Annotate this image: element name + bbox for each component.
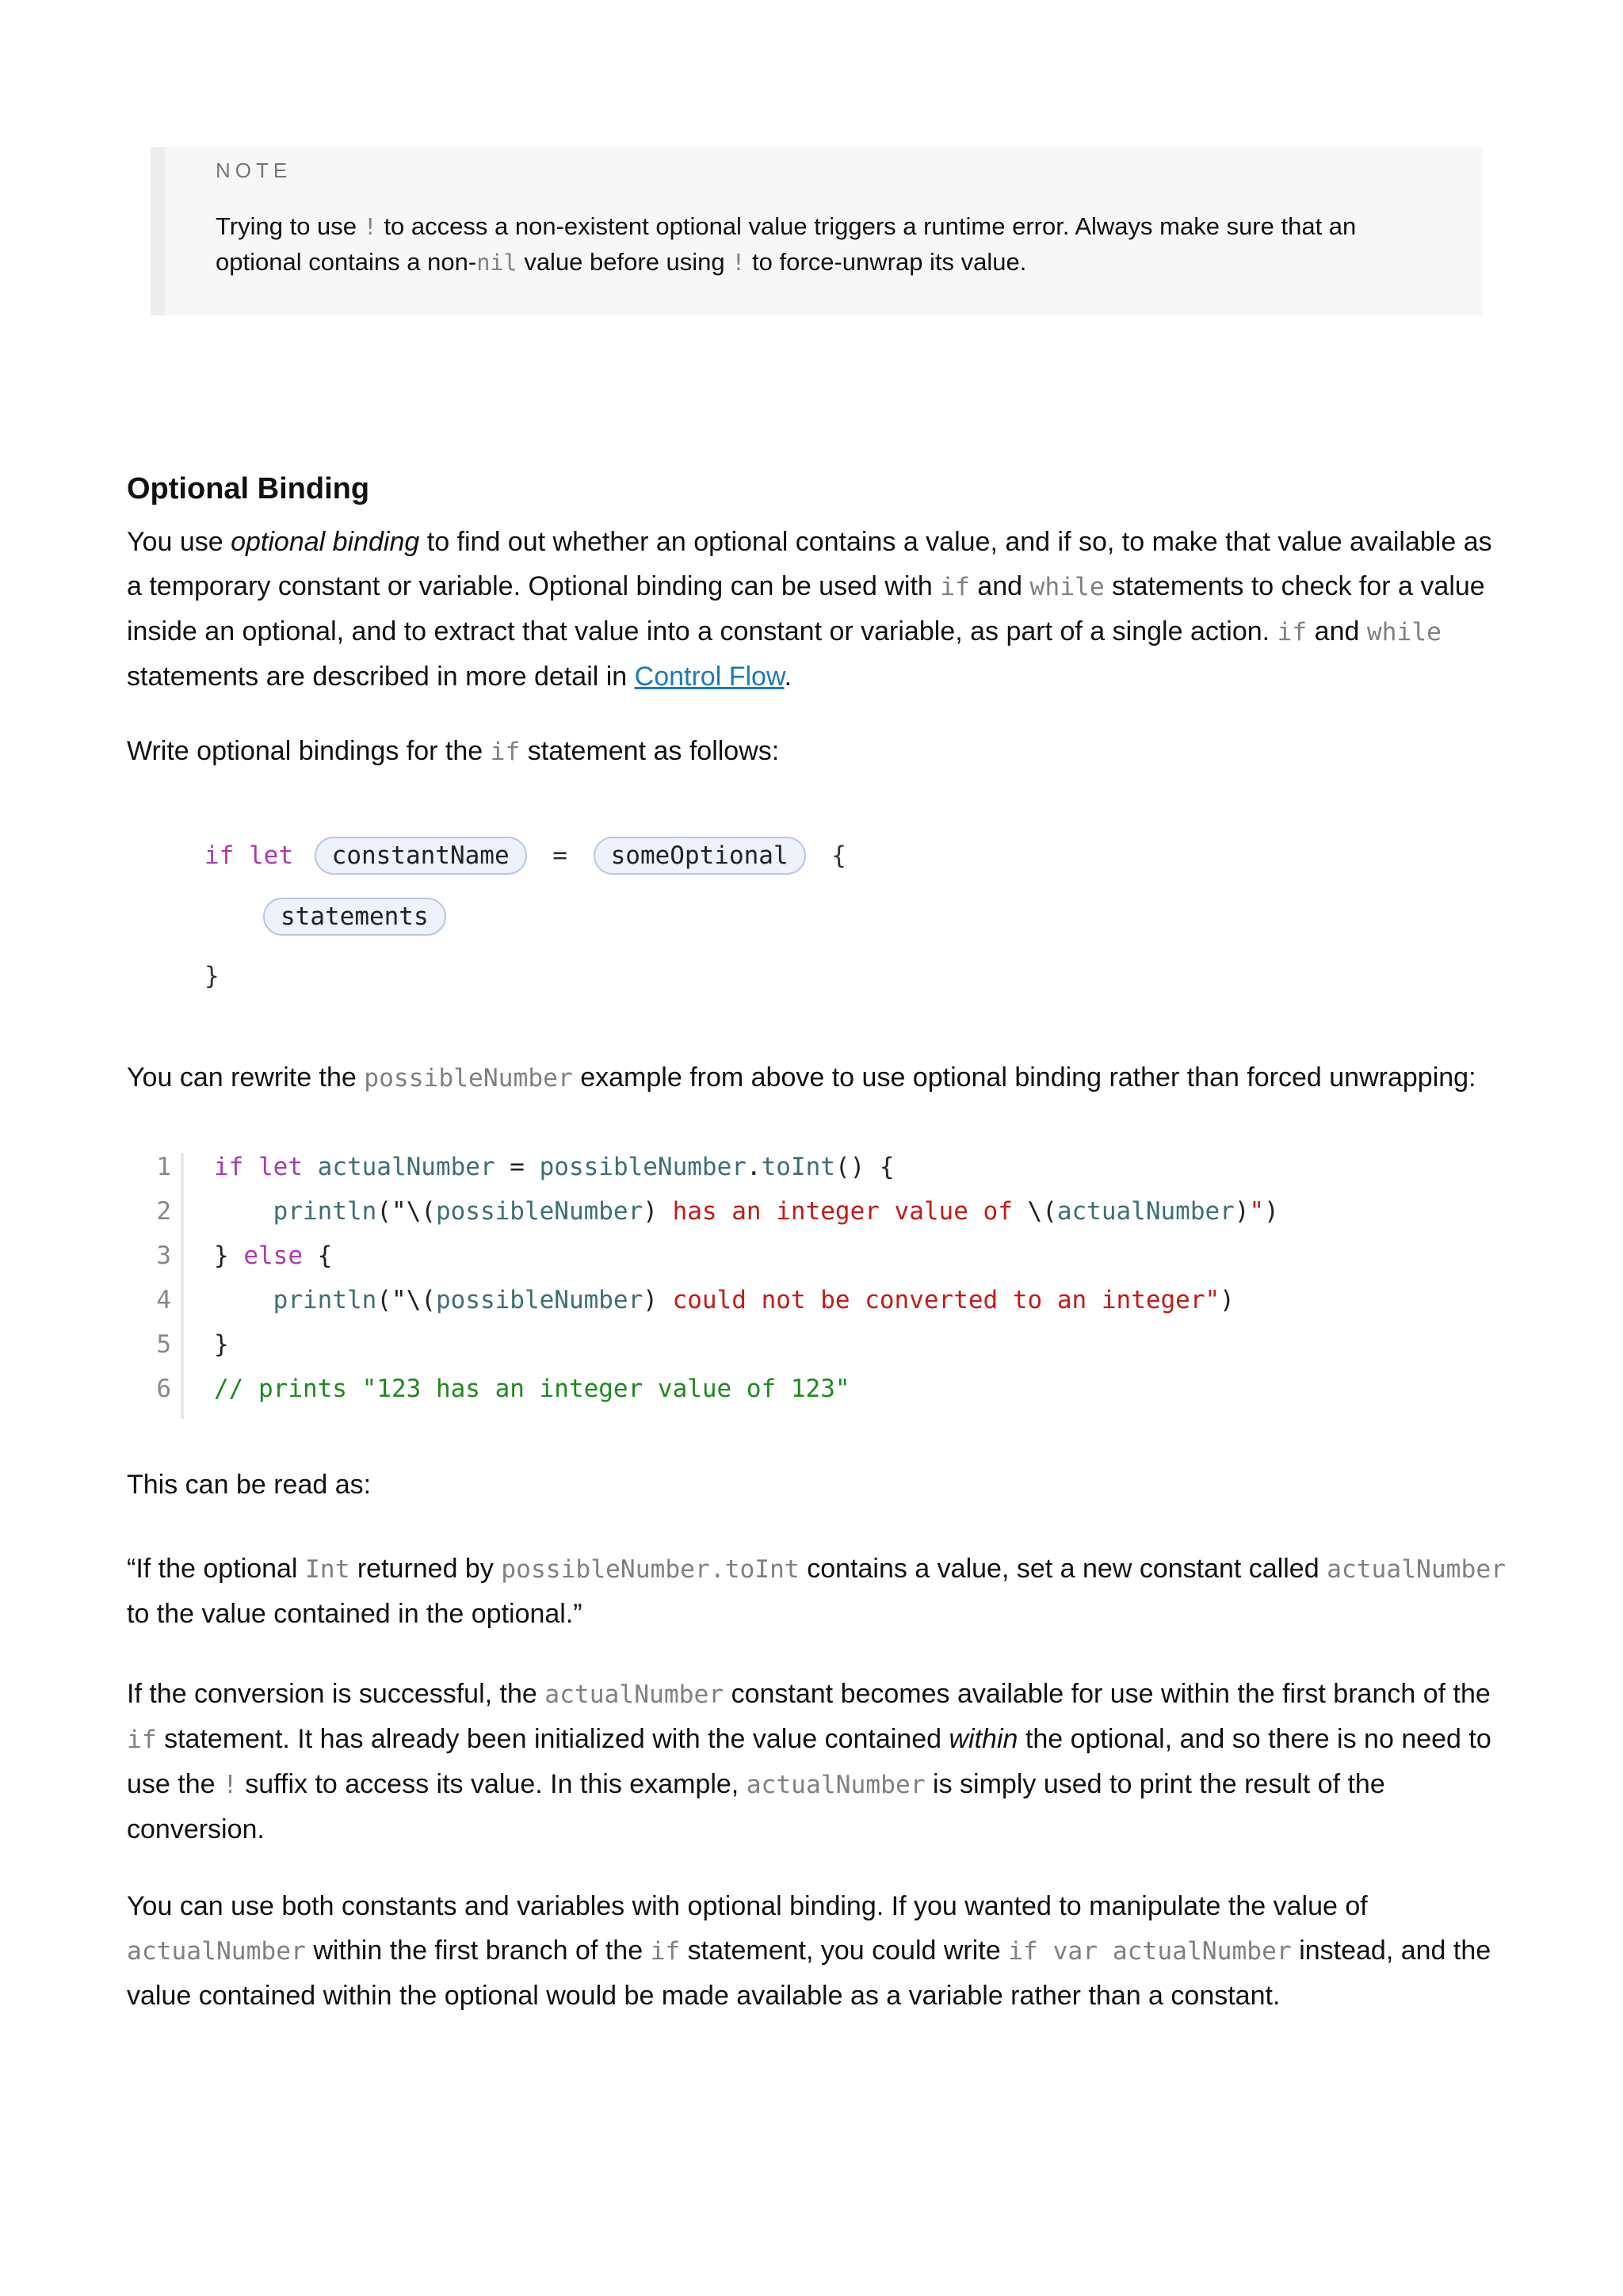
inline-code: while <box>1029 573 1105 601</box>
punctuation: \( <box>1027 1197 1057 1226</box>
line-number: 3 <box>156 1241 171 1270</box>
text-run: statements are described in more detail in <box>127 662 635 692</box>
text-run: within the first branch of the <box>305 1936 651 1966</box>
operator: = <box>552 841 567 870</box>
paragraph-read-as: This can be read as: <box>127 1470 372 1500</box>
inline-code: actualNumber <box>746 1771 926 1799</box>
code-line-1 <box>214 1153 895 1181</box>
identifier: possibleNumber <box>539 1153 747 1181</box>
text-run: instead, and the value contained within the optional would be made available as a variable rather than a constant. <box>127 1936 1491 2011</box>
text-run: to find out whether an optional contains a value, and if so, to make that value available as a temporary constant or variable. Optional binding can be used with <box>127 527 1492 601</box>
line-number-gutter <box>181 1153 184 1419</box>
text-run: is simply used to print the result of the conversion. <box>127 1769 1385 1844</box>
text-run: and <box>1307 616 1367 646</box>
note-line-2 <box>216 245 1452 280</box>
control-flow-link[interactable]: Control Flow <box>634 662 785 692</box>
function-name: println <box>273 1286 377 1314</box>
inline-code: ! <box>222 1771 238 1799</box>
text-run: to force-unwrap its value. <box>745 248 1027 276</box>
emphasis: within <box>949 1724 1018 1754</box>
syntax-template-line-3 <box>204 962 220 990</box>
identifier: actualNumber <box>1056 1197 1235 1226</box>
punctuation: . <box>746 1153 762 1181</box>
identifier: toInt <box>761 1153 835 1181</box>
text-run: statement, you could write <box>680 1936 1009 1966</box>
inline-code: possibleNumber <box>364 1064 573 1093</box>
string-literal: has an integer value of <box>657 1197 1028 1226</box>
punctuation: ) <box>1234 1197 1250 1226</box>
string-literal: could not be converted to an integer <box>657 1286 1205 1314</box>
text-run: returned by <box>349 1554 502 1584</box>
paragraph-variables <box>127 1884 1514 2018</box>
note-box <box>151 147 1482 315</box>
inline-code: actualNumber <box>127 1937 306 1966</box>
inline-code: nil <box>476 250 517 276</box>
code-line-5: } <box>214 1330 229 1359</box>
brace: } <box>204 962 220 990</box>
operator: = <box>495 1153 540 1181</box>
identifier: possibleNumber <box>435 1286 643 1314</box>
inline-code: if <box>127 1726 157 1754</box>
line-number: 2 <box>156 1197 171 1226</box>
paragraph-syntax-intro <box>127 729 1514 774</box>
emphasis: optional binding <box>231 527 420 557</box>
text-run: contains a value, set a new constant called <box>799 1554 1327 1584</box>
note-text <box>216 209 1452 280</box>
inline-code: if <box>1277 618 1308 646</box>
string-literal: " <box>1249 1197 1265 1226</box>
string-literal: " <box>1205 1286 1220 1314</box>
keyword: else <box>243 1241 303 1270</box>
placeholder-pill: someOptional <box>594 837 806 875</box>
placeholder-pill: statements <box>263 898 446 936</box>
text-run: You use <box>127 527 231 557</box>
inline-code: possibleNumber.toInt <box>501 1555 800 1584</box>
keyword: if let <box>204 841 293 870</box>
code-line-6-comment: // prints "123 has an integer value of 123" <box>214 1375 850 1403</box>
text-run: to access a non-existent optional value triggers a runtime error. Always make sure that an <box>376 212 1357 240</box>
text-run: example from above to use optional binding rather than forced unwrapping: <box>572 1062 1476 1093</box>
paragraph-quote <box>127 1547 1514 1636</box>
paragraph-intro <box>127 520 1514 699</box>
punctuation: ) <box>643 1286 658 1314</box>
inline-code: if <box>650 1937 681 1966</box>
paragraph-conversion <box>127 1672 1514 1852</box>
code-line-4 <box>214 1286 1235 1314</box>
inline-code: ! <box>731 250 746 276</box>
punctuation: } <box>214 1241 244 1270</box>
inline-code: if <box>940 573 970 601</box>
line-number: 5 <box>156 1330 171 1359</box>
text-run: You can rewrite the <box>127 1062 365 1093</box>
punctuation: ("\( <box>376 1286 436 1314</box>
function-name: println <box>273 1197 377 1226</box>
identifier: actualNumber <box>317 1153 495 1181</box>
text-run: Write optional bindings for the <box>127 736 491 766</box>
inline-code: ! <box>363 214 377 240</box>
text-run: the optional, and so there is no need to use the <box>127 1724 1491 1799</box>
line-number: 1 <box>156 1153 171 1181</box>
punctuation: ) <box>1264 1197 1279 1226</box>
text-run: statement. It has already been initialized with the value contained <box>156 1724 949 1754</box>
inline-code: actualNumber <box>544 1680 724 1709</box>
keyword: if let <box>214 1153 303 1181</box>
line-number: 4 <box>156 1286 171 1314</box>
syntax-template-line-1 <box>204 837 846 875</box>
inline-code: while <box>1366 618 1442 646</box>
inline-code: if <box>490 738 521 766</box>
text-run: to the value contained in the optional.” <box>127 1599 582 1629</box>
inline-code: if var actualNumber <box>1008 1937 1292 1966</box>
note-line-1 <box>216 209 1452 245</box>
text-run: statement as follows: <box>520 736 780 766</box>
inline-code: Int <box>304 1555 350 1584</box>
inline-code: actualNumber <box>1327 1555 1506 1584</box>
punctuation: ) <box>1220 1286 1235 1314</box>
code-line-3 <box>214 1241 332 1270</box>
text-run: statements to check for a value inside an optional, and to extract that value into a constant or variable, as part of a single action. <box>127 571 1485 646</box>
text-run: Trying to use <box>216 212 364 240</box>
text-run: If the conversion is successful, the <box>127 1679 545 1709</box>
punctuation: () { <box>834 1153 895 1181</box>
paragraph-rewrite <box>127 1055 1514 1100</box>
section-title: Optional Binding <box>127 472 370 505</box>
syntax-template-line-2 <box>263 898 446 936</box>
text-run: “If the optional <box>127 1554 305 1584</box>
punctuation: ("\( <box>376 1197 436 1226</box>
brace: { <box>831 841 846 870</box>
text-run: constant becomes available for use within the first branch of the <box>724 1679 1491 1709</box>
identifier: possibleNumber <box>435 1197 643 1226</box>
text-run: optional contains a non- <box>216 248 477 276</box>
note-label: NOTE <box>216 158 292 182</box>
code-line-2 <box>214 1197 1279 1226</box>
punctuation: ) <box>643 1197 658 1226</box>
text-run: suffix to access its value. In this example, <box>237 1769 747 1799</box>
placeholder-pill: constantName <box>315 837 527 875</box>
text-run: and <box>969 571 1030 601</box>
punctuation: { <box>302 1241 333 1270</box>
text-run: You can use both constants and variables with optional binding. If you wanted to manipulate the value of <box>127 1891 1368 1921</box>
text-run: value before using <box>517 248 732 276</box>
line-number: 6 <box>156 1375 171 1403</box>
text-run: . <box>784 662 792 692</box>
